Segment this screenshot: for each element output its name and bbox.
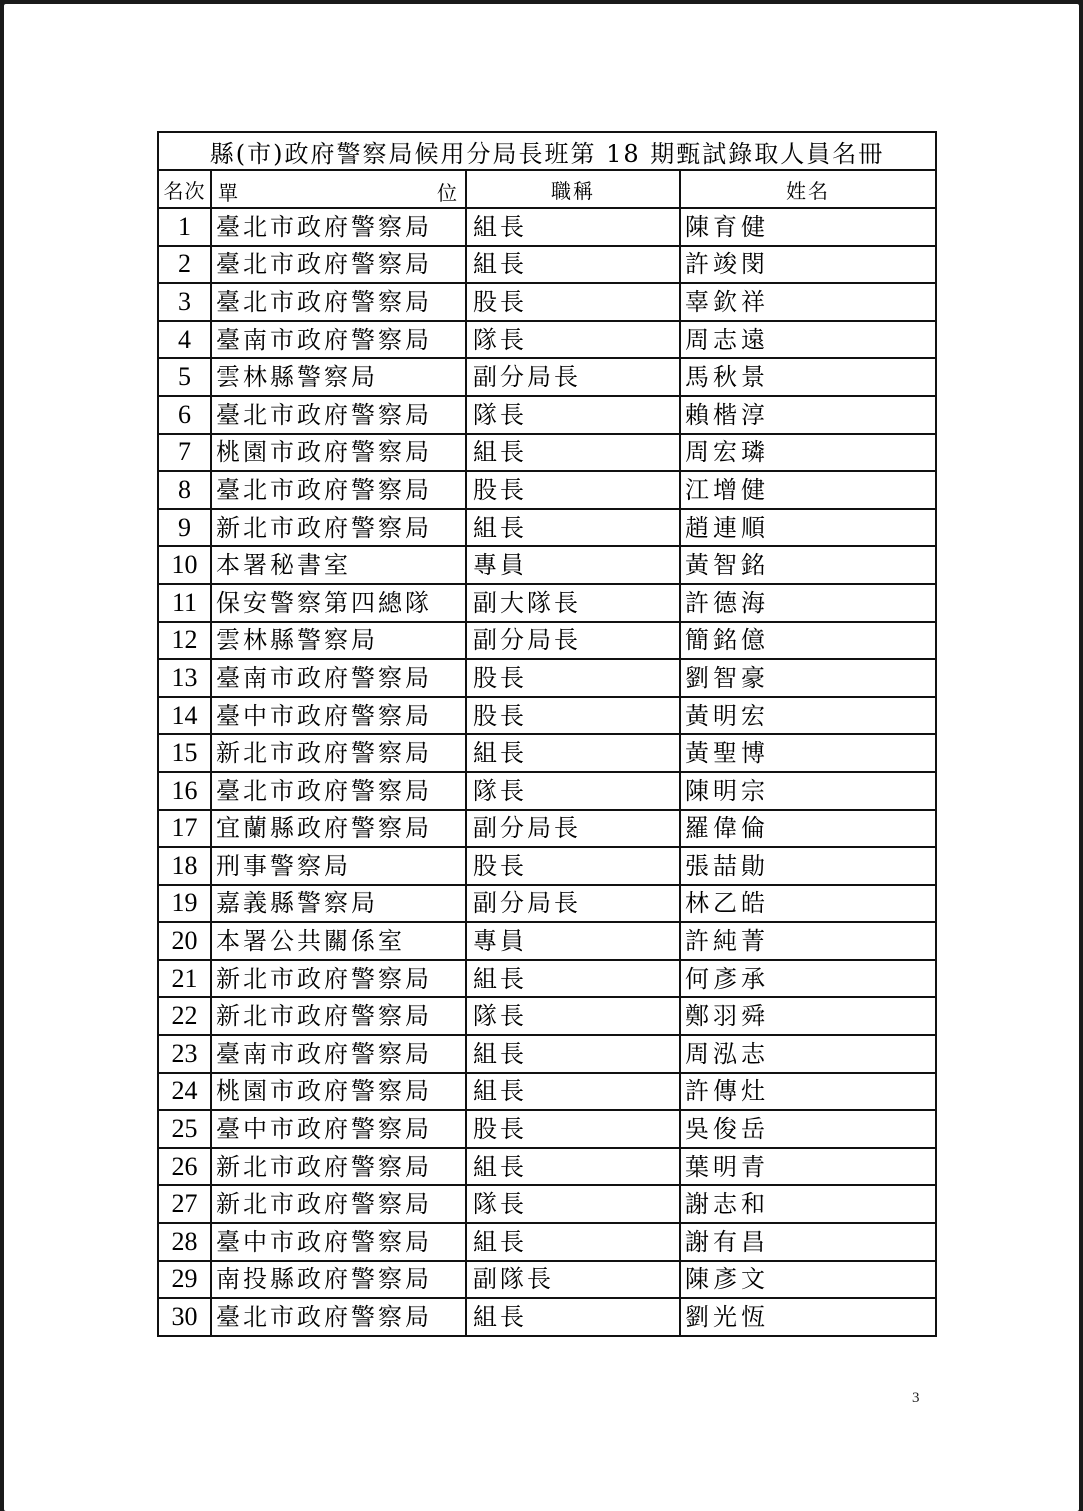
name-cell: 黃智銘	[680, 546, 936, 584]
table-row	[158, 1223, 936, 1261]
rank-cell: 17	[158, 810, 211, 848]
table-row	[158, 1261, 936, 1299]
rank-cell: 8	[158, 471, 211, 509]
unit-cell: 臺北市政府警察局	[211, 246, 466, 284]
rank-cell: 18	[158, 847, 211, 885]
name-cell: 許傳灶	[680, 1073, 936, 1111]
job-title-cell: 專員	[466, 546, 680, 584]
name-cell: 何彥承	[680, 960, 936, 998]
header-unit-left: 單	[218, 181, 238, 205]
unit-cell: 新北市政府警察局	[211, 1148, 466, 1186]
unit-cell: 本署公共關係室	[211, 922, 466, 960]
name-cell: 鄭羽舜	[680, 997, 936, 1035]
name-cell: 張喆勛	[680, 847, 936, 885]
unit-cell: 新北市政府警察局	[211, 960, 466, 998]
job-title-cell: 組長	[466, 1148, 680, 1186]
table-row	[158, 960, 936, 998]
name-cell: 葉明青	[680, 1148, 936, 1186]
table-row	[158, 1185, 936, 1223]
rank-cell: 25	[158, 1110, 211, 1148]
table-row	[158, 734, 936, 772]
roster-table	[157, 131, 937, 1337]
unit-cell: 保安警察第四總隊	[211, 584, 466, 622]
roster-body	[158, 208, 936, 1336]
rank-cell: 30	[158, 1298, 211, 1336]
table-row	[158, 697, 936, 735]
unit-cell: 臺北市政府警察局	[211, 283, 466, 321]
job-title-cell: 組長	[466, 1298, 680, 1336]
name-cell: 辜欽祥	[680, 283, 936, 321]
job-title-cell: 組長	[466, 509, 680, 547]
unit-cell: 南投縣政府警察局	[211, 1261, 466, 1299]
rank-cell: 13	[158, 659, 211, 697]
rank-cell: 3	[158, 283, 211, 321]
job-title-cell: 副分局長	[466, 622, 680, 660]
table-row	[158, 246, 936, 284]
unit-cell: 桃園市政府警察局	[211, 1073, 466, 1111]
name-cell: 周泓志	[680, 1035, 936, 1073]
job-title-cell: 副分局長	[466, 810, 680, 848]
unit-cell: 臺北市政府警察局	[211, 208, 466, 246]
name-cell: 陳彥文	[680, 1261, 936, 1299]
table-row	[158, 622, 936, 660]
table-row	[158, 659, 936, 697]
name-cell: 陳明宗	[680, 772, 936, 810]
name-cell: 陳育健	[680, 208, 936, 246]
table-row	[158, 1148, 936, 1186]
job-title-cell: 組長	[466, 734, 680, 772]
unit-cell: 新北市政府警察局	[211, 1185, 466, 1223]
rank-cell: 24	[158, 1073, 211, 1111]
rank-cell: 9	[158, 509, 211, 547]
unit-cell: 新北市政府警察局	[211, 734, 466, 772]
job-title-cell: 副分局長	[466, 885, 680, 923]
unit-cell: 本署秘書室	[211, 546, 466, 584]
rank-cell: 5	[158, 358, 211, 396]
header-unit-right: 位	[437, 181, 457, 205]
table-row	[158, 584, 936, 622]
rank-cell: 28	[158, 1223, 211, 1261]
table-row	[158, 396, 936, 434]
job-title-cell: 股長	[466, 471, 680, 509]
unit-cell: 臺北市政府警察局	[211, 471, 466, 509]
unit-cell: 宜蘭縣政府警察局	[211, 810, 466, 848]
name-cell: 吳俊岳	[680, 1110, 936, 1148]
job-title-cell: 股長	[466, 659, 680, 697]
table-header-row	[158, 170, 936, 208]
job-title-cell: 組長	[466, 1035, 680, 1073]
unit-cell: 新北市政府警察局	[211, 997, 466, 1035]
table-row	[158, 358, 936, 396]
job-title-cell: 副隊長	[466, 1261, 680, 1299]
unit-cell: 臺北市政府警察局	[211, 396, 466, 434]
rank-cell: 2	[158, 246, 211, 284]
table-row	[158, 997, 936, 1035]
rank-cell: 4	[158, 321, 211, 359]
unit-cell: 新北市政府警察局	[211, 509, 466, 547]
job-title-cell: 隊長	[466, 1185, 680, 1223]
name-cell: 江增健	[680, 471, 936, 509]
name-cell: 簡銘億	[680, 622, 936, 660]
table-row	[158, 772, 936, 810]
table-row	[158, 922, 936, 960]
name-cell: 周宏璘	[680, 434, 936, 472]
table-row	[158, 1298, 936, 1336]
table-row	[158, 321, 936, 359]
unit-cell: 桃園市政府警察局	[211, 434, 466, 472]
header-unit	[211, 170, 466, 208]
page-number: 3	[912, 1390, 920, 1406]
job-title-cell: 組長	[466, 434, 680, 472]
table-row	[158, 1073, 936, 1111]
job-title-cell: 股長	[466, 1110, 680, 1148]
job-title-cell: 股長	[466, 847, 680, 885]
unit-cell: 臺南市政府警察局	[211, 321, 466, 359]
rank-cell: 11	[158, 584, 211, 622]
table-row	[158, 885, 936, 923]
name-cell: 許德海	[680, 584, 936, 622]
name-cell: 賴楷淳	[680, 396, 936, 434]
unit-cell: 雲林縣警察局	[211, 622, 466, 660]
job-title-cell: 組長	[466, 208, 680, 246]
rank-cell: 15	[158, 734, 211, 772]
job-title-cell: 副大隊長	[466, 584, 680, 622]
rank-cell: 10	[158, 546, 211, 584]
name-cell: 許竣閔	[680, 246, 936, 284]
name-cell: 許純菁	[680, 922, 936, 960]
unit-cell: 臺中市政府警察局	[211, 1223, 466, 1261]
name-cell: 趙連順	[680, 509, 936, 547]
rank-cell: 14	[158, 697, 211, 735]
job-title-cell: 隊長	[466, 321, 680, 359]
name-cell: 劉光恆	[680, 1298, 936, 1336]
rank-cell: 16	[158, 772, 211, 810]
name-cell: 馬秋景	[680, 358, 936, 396]
job-title-cell: 隊長	[466, 396, 680, 434]
name-cell: 謝有昌	[680, 1223, 936, 1261]
job-title-cell: 隊長	[466, 997, 680, 1035]
job-title-cell: 組長	[466, 1073, 680, 1111]
rank-cell: 26	[158, 1148, 211, 1186]
rank-cell: 12	[158, 622, 211, 660]
job-title-cell: 副分局長	[466, 358, 680, 396]
name-cell: 林乙皓	[680, 885, 936, 923]
name-cell: 羅偉倫	[680, 810, 936, 848]
unit-cell: 臺中市政府警察局	[211, 697, 466, 735]
table-row	[158, 471, 936, 509]
rank-cell: 29	[158, 1261, 211, 1299]
rank-cell: 19	[158, 885, 211, 923]
table-row	[158, 546, 936, 584]
rank-cell: 23	[158, 1035, 211, 1073]
document-page	[4, 4, 1079, 1511]
name-cell: 周志遠	[680, 321, 936, 359]
job-title-cell: 隊長	[466, 772, 680, 810]
table-row	[158, 847, 936, 885]
header-rank: 名次	[158, 170, 211, 208]
rank-cell: 7	[158, 434, 211, 472]
unit-cell: 刑事警察局	[211, 847, 466, 885]
table-row	[158, 1035, 936, 1073]
name-cell: 劉智豪	[680, 659, 936, 697]
table-row	[158, 208, 936, 246]
rank-cell: 20	[158, 922, 211, 960]
table-row	[158, 810, 936, 848]
rank-cell: 6	[158, 396, 211, 434]
unit-cell: 臺南市政府警察局	[211, 659, 466, 697]
header-name: 姓名	[680, 170, 936, 208]
rank-cell: 27	[158, 1185, 211, 1223]
job-title-cell: 專員	[466, 922, 680, 960]
rank-cell: 22	[158, 997, 211, 1035]
unit-cell: 雲林縣警察局	[211, 358, 466, 396]
unit-cell: 臺中市政府警察局	[211, 1110, 466, 1148]
name-cell: 黃聖博	[680, 734, 936, 772]
job-title-cell: 股長	[466, 697, 680, 735]
table-row	[158, 434, 936, 472]
unit-cell: 臺北市政府警察局	[211, 772, 466, 810]
job-title-cell: 組長	[466, 246, 680, 284]
rank-cell: 1	[158, 208, 211, 246]
job-title-cell: 組長	[466, 960, 680, 998]
unit-cell: 臺南市政府警察局	[211, 1035, 466, 1073]
job-title-cell: 組長	[466, 1223, 680, 1261]
document-title: 縣(市)政府警察局候用分局長班第 18 期甄試錄取人員名冊	[158, 132, 936, 170]
rank-cell: 21	[158, 960, 211, 998]
header-job-title: 職稱	[466, 170, 680, 208]
table-row	[158, 283, 936, 321]
name-cell: 黃明宏	[680, 697, 936, 735]
table-row	[158, 509, 936, 547]
job-title-cell: 股長	[466, 283, 680, 321]
unit-cell: 臺北市政府警察局	[211, 1298, 466, 1336]
name-cell: 謝志和	[680, 1185, 936, 1223]
unit-cell: 嘉義縣警察局	[211, 885, 466, 923]
table-row	[158, 1110, 936, 1148]
